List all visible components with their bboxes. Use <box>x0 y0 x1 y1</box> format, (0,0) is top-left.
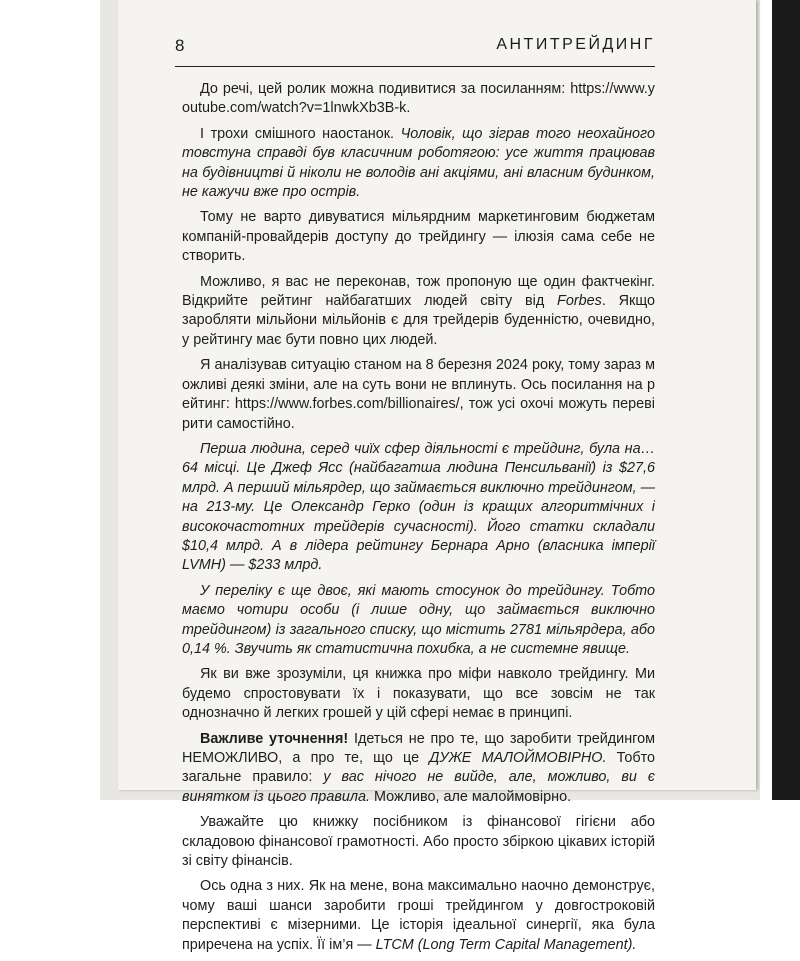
paragraph-important-note <box>182 730 655 808</box>
italic-text: У переліку є ще двоє, які мають стосунок до трейдингу. Тобто маємо чотири особи (і лише одну, що займається виключно трейдингом) із загального списку, що містить 2781 мільярдера, або 0,14 %. Звучить як статистична похибка, а не системне явище. <box>182 582 655 657</box>
paragraph-text: Я аналізував ситуацію станом на 8 березня 2024 року, тому зараз можливі деякі зміни, але на суть вони не вплинуть. Ось посилання на рейтинг: https://www.forbes.com/billionaires/, тож усі охочі можуть перевірити самостійно. <box>182 357 655 432</box>
paragraph-link-video <box>182 80 655 119</box>
bold-text: Важливе уточнення! <box>200 730 349 747</box>
paragraph-text: До речі, цей ролик можна подивитися за посиланням: https://www.youtube.com/watch?v=1lnwkXb3B-k. <box>182 81 655 117</box>
paragraph-text: Можливо, я вас не переконав, тож пропоную ще один фактчекінг. Відкрийте рейтинг найбагатших людей світу від <box>182 273 655 310</box>
page-number: 8 <box>175 36 185 55</box>
paragraph-text: Ідеться не про те, що заробити трейдингом НЕМОЖЛИВО, а про те, що це <box>182 730 656 766</box>
paragraph-text: І трохи смішного наостанок. <box>200 125 401 142</box>
paragraph-analysis <box>182 356 655 434</box>
paragraph-funny-note <box>182 125 655 203</box>
italic-text: Чоловік, що зіграв того неохайного товстуна справді був класичним роботягою: усе життя працював на будівництві й ніколи не володів ані акціями, ані власним будинком, не кажучи вже про острів. <box>182 125 655 201</box>
running-title: АНТИТРЕЙДИНГ <box>496 36 655 53</box>
paragraph-text: . Якщо заробляти мільйони мільйонів є для трейдерів буденністю, очевидно, у рейтингу має бути повно цих людей. <box>182 293 656 348</box>
body-text <box>182 80 655 961</box>
quote-first-trader <box>182 440 655 576</box>
paragraph-text: Можливо, але малоймовірно. <box>369 788 572 805</box>
paragraph-factcheck <box>182 273 655 351</box>
paragraph-hygiene <box>182 813 655 871</box>
italic-text: ДУЖЕ МАЛОЙМОВІРНО. <box>429 750 607 766</box>
paragraph-myths <box>182 665 655 723</box>
paragraph-ltcm <box>182 877 655 955</box>
paragraph-text: Ось одна з них. Як на мене, вона максимально наочно демонструє, чому ваші шанси заробити гроші трейдингом у довгостроковій перспективі є мізерними. Це історія ідеальної синергії, яка була приречена на успіх. Її ім’я — <box>182 878 655 953</box>
book-spine-edge <box>772 0 800 800</box>
page-header <box>175 36 655 67</box>
paragraph-text: Тому не варто дивуватися мільярдним маркетинговим бюджетам компаній-провайдерів доступу до трейдингу — ілюзія сама себе не створить. <box>182 209 655 265</box>
italic-text: у вас нічого не вийде, але, можливо, ви є винятком із цього правила. <box>182 769 656 805</box>
italic-text: LTCM (Long Term Capital Management). <box>375 936 637 953</box>
paragraph-text: Тобто загальне правило: <box>182 750 656 786</box>
italic-text: Перша людина, серед чиїх сфер діяльності є трейдинг, була на… 64 місці. Це Джеф Ясс (найбагатша людина Пенсильванії) із $27,6 млрд. А перший мільярдер, що займається виключно трейдингом, — на 213-му. Це Олександр Герко (один із кращих алгоритмічних і високочастотних трейдерів сучасності). Його статки складали $10,4 млрд. А в лідера рейтингу Бернара Арно (власника імперії LVMH) — $233 млрд. <box>182 440 655 574</box>
paragraph-text: Уважайте цю книжку посібником із фінансової гігієни або складовою фінансової грамотності. Або просто збіркою цікавих історій зі світу фінансів. <box>182 814 655 870</box>
paragraph-marketing <box>182 208 655 266</box>
quote-statistics <box>182 582 655 660</box>
italic-text: Forbes <box>557 293 602 310</box>
paragraph-text: Як ви вже зрозуміли, ця книжка про міфи навколо трейдингу. Ми будемо спростовувати їх і показувати, що все зовсім не так однозначно й легких грошей у цій сфері немає в принципі. <box>182 666 655 722</box>
